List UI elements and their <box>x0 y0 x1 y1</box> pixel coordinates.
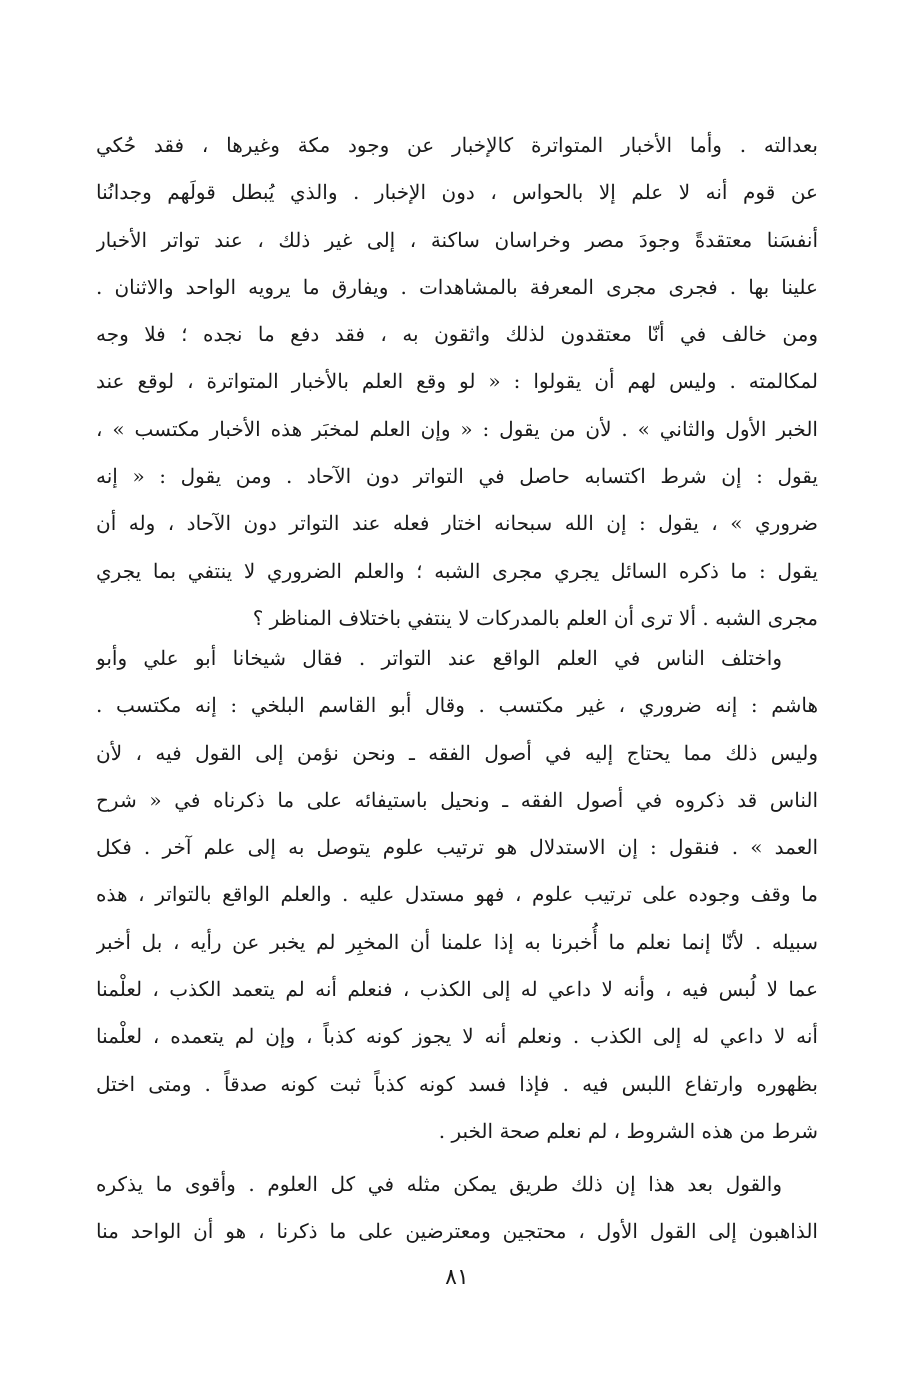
text-line: بعدالته . وأما الأخبار المتواترة كالإخبار عن وجود مكة وغيرها ، فقد حُكي <box>96 133 818 157</box>
text-line: علينا بها . فجرى مجرى المعرفة بالمشاهدات . ويفارق ما يرويه الواحد والاثنان . <box>96 274 818 299</box>
text-line: الذاهبون إلى القول الأول ، محتجين ومعترضين على ما ذكرنا ، هو أن الواحد منا <box>96 1219 818 1244</box>
text-line: شرط من هذه الشروط ، لم نعلم صحة الخبر . <box>438 1118 818 1143</box>
text-line: عن قوم أنه لا علم إلا بالحواس ، دون الإخبار . والذي يُبطل قولَهم وجدانُنا <box>96 180 818 205</box>
text-line: مجرى الشبه . ألا ترى أن العلم بالمدركات لا ينتفي باختلاف المناظر ؟ <box>252 605 818 630</box>
text-line: يقول : ما ذكره السائل يجري مجرى الشبه ؛ والعلم الضروري لا ينتفي بما يجري <box>96 558 818 583</box>
text-line: عما لا لُبس فيه ، وأنه لا داعي له إلى الكذب ، فنعلم أنه لم يتعمد الكذب ، لعلْمنا <box>96 977 818 1002</box>
text-line: الخبر الأول والثاني » . لأن من يقول : « وإن العلم لمخبَر هذه الأخبار مكتسب » ، <box>96 416 818 441</box>
text-line: واختلف الناس في العلم الواقع عند التواتر . فقال شيخانا أبو علي وأبو <box>96 646 782 670</box>
text-line: الناس قد ذكروه في أصول الفقه ـ ونحيل باستيفائه على ما ذكرناه في « شرح <box>96 787 818 812</box>
text-line: أنه لا داعي له إلى الكذب . ونعلم أنه لا يجوز كونه كذباً ، وإن لم يتعمده ، لعلْمنا <box>96 1024 818 1049</box>
text-line: وليس ذلك مما يحتاج إليه في أصول الفقه ـ ونحن نؤمن إلى القول فيه ، لأن <box>96 740 818 765</box>
text-line: يقول : إن شرط اكتسابه حاصل في التواتر دون الآحاد . ومن يقول : « إنه <box>96 464 818 489</box>
text-line: بظهوره وارتفاع اللبس فيه . فإذا فسد كونه كذباً ثبت كونه صدقاً . ومتى اختل <box>96 1071 818 1096</box>
text-line: ومن خالف في أنّا معتقدون لذلك واثقون به ، فقد دفع ما نجده ؛ فلا وجه <box>96 322 818 347</box>
text-line: أنفسَنا معتقدةً وجودَ مصر وخراسان ساكنة ، إلى غير ذلك ، عند تواتر الأخبار <box>96 227 818 252</box>
paragraph-3 <box>96 1161 818 1256</box>
text-line: سبيله . لأنّا إنما نعلم ما أُخبرنا به إذا علمنا أن المخبِر لم يخبر عن رأيه ، بل أخبر <box>96 929 818 954</box>
text-line: ضروري » ، يقول : إن الله سبحانه اختار فعله عند التواتر دون الآحاد ، وله أن <box>96 511 818 536</box>
paragraph-1 <box>96 122 818 642</box>
text-line: العمد » . فنقول : إن الاستدلال هو ترتيب علوم يتوصل به إلى علم آخر . فكل <box>96 835 818 860</box>
paragraph-2 <box>96 635 818 1155</box>
text-line: ما وقف وجوده على ترتيب علوم ، فهو مستدل عليه . والعلم الواقع بالتواتر ، هذه <box>96 882 818 907</box>
text-line: هاشم : إنه ضروري ، غير مكتسب . وقال أبو القاسم البلخي : إنه مكتسب . <box>96 693 818 718</box>
text-line: لمكالمته . وليس لهم أن يقولوا : « لو وقع العلم بالأخبار المتواترة ، لوقع عند <box>96 369 818 394</box>
page-number: ٨١ <box>445 1265 469 1290</box>
text-line: والقول بعد هذا إن ذلك طريق يمكن مثله في كل العلوم . وأقوى ما يذكره <box>96 1172 782 1196</box>
